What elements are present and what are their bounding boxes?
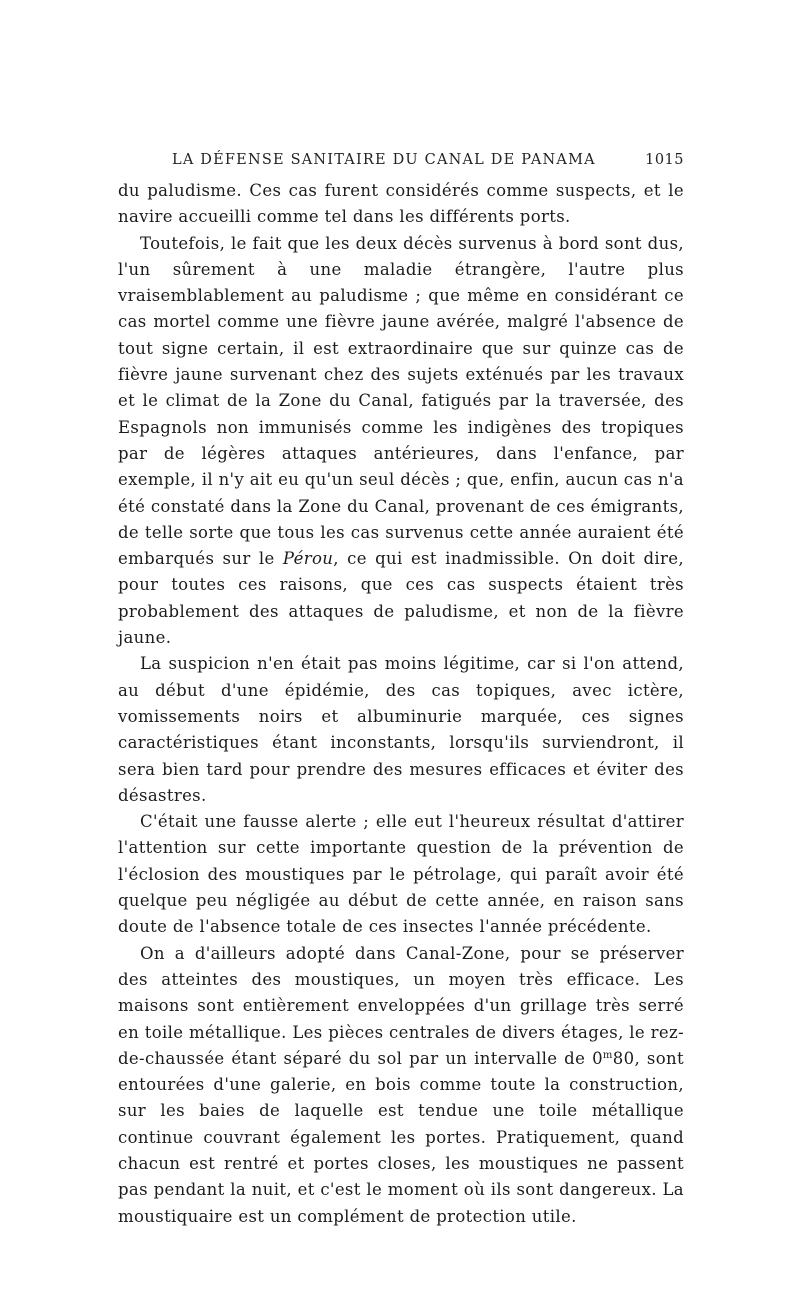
paragraph-text: du paludisme. Ces cas furent considérés comme suspects, et le navire accueilli comme tel dans les différents ports. [118,181,684,227]
paragraph [118,941,684,1230]
body-text [118,178,684,1230]
running-head [118,146,684,176]
ship-name: Pérou [282,549,334,569]
paragraph-text: C'était une fausse alerte ; elle eut l'heureux résultat d'attirer l'attention sur cette importante question de la prévention de l'éclosion des moustiques par le pétrolage, qui paraît avoir été quelque peu négligée au début de cette année, en raison sans doute de l'absence totale de ces insectes l'année précédente. [118,812,684,937]
paragraph-text: Toutefois, le fait que les deux décès survenus à bord sont dus, l'un sûrement à une maladie étrangère, l'autre plus vraisemblablement au paludisme ; que même en considérant ce cas mortel comme une fièvre jaune avérée, malgré l'absence de tout signe certain, il est extraordinaire que sur quinze cas de fièvre jaune survenant chez des sujets exténués par les travaux et le climat de la Zone du Canal, fatigués par la traversée, des Espagnols non immunisés comme les indigènes des tropiques par de légères attaques antérieures, dans l'enfance, par exemple, il n'y ait eu qu'un seul décès ; que, enfin, aucun cas n'a été constaté dans la Zone du Canal, provenant de ces émigrants, de telle sorte que tous les cas survenus cette année auraient été embarqués sur le [118,233,684,569]
paragraph-text: La suspicion n'en était pas moins légitime, car si l'on attend, au début d'une épidémie, des cas topiques, avec ictère, vomissements noirs et albuminurie marquée, ces signes caractéristiques étant inconstants, lorsqu'ils surviendront, il sera bien tard pour prendre des mesures efficaces et éviter des désastres. [118,654,684,805]
paragraph-text: On a d'ailleurs adopté dans Canal-Zone, pour se préserver des atteintes des moustiques, un moyen très efficace. Les maisons sont entièrement enveloppées d'un grillage très serré en toile métallique. Les pièces centrales de divers étages, le rez-de-chaussée étant séparé du sol par un intervalle de 0 [118,943,684,1068]
book-page [118,146,684,1230]
page-number: 1015 [645,152,684,168]
paragraph [118,231,684,652]
paragraph [118,809,684,940]
paragraph-continuation [118,178,684,231]
paragraph [118,651,684,809]
running-head-title: LA DÉFENSE SANITAIRE DU CANAL DE PANAMA [172,152,596,168]
unit-superscript: m [602,1049,613,1061]
paragraph-text: , ce qui est inadmissible. On doit dire, pour toutes ces raisons, que ces cas suspects étaient très probablement des attaques de paludisme, et non de la fièvre jaune. [118,549,685,648]
paragraph-text: 80, sont entourées d'une galerie, en bois comme toute la construction, sur les baies de laquelle est tendue une toile métallique continue couvrant également les portes. Pratiquement, quand chacun est rentré et portes closes, les moustiques ne passent pas pendant la nuit, et c'est le moment où ils sont dangereux. La moustiquaire est un complément de protection utile. [118,1048,684,1226]
